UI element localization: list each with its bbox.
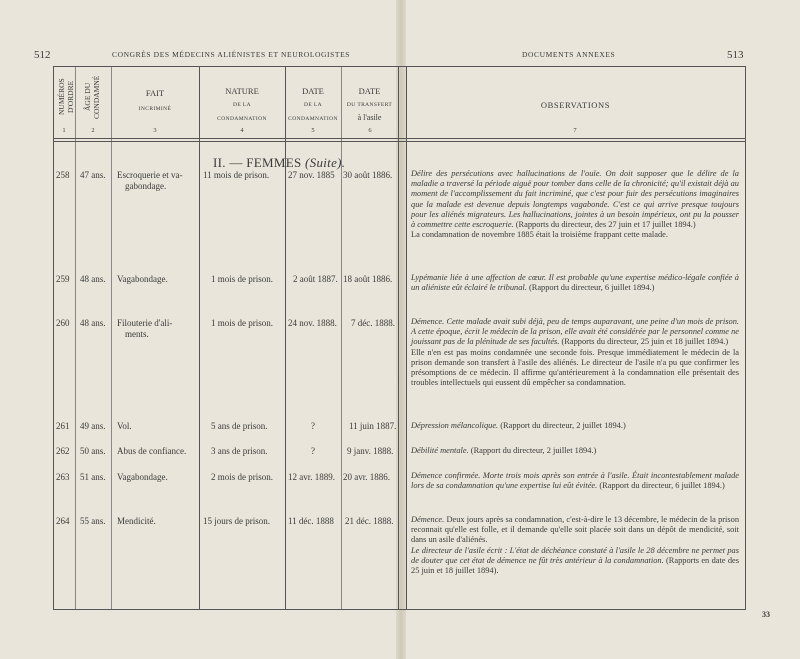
header-fait-sub: INCRIMINÉ (138, 106, 172, 112)
rule (111, 66, 112, 610)
row-age: 48 ans. (80, 318, 106, 328)
obs-extra: La condamnation de novembre 1885 était la troisième frappant cette malade. (411, 230, 668, 240)
header-fait-title: FAIT (145, 88, 165, 98)
obs-roman: Deux jours après sa condamnation, c'est-à-dire le 13 décembre, le médecin de la prison reconnait qu'elle est folle, et il demande qu'elle soit placée soit dans un dépôt de mendicité, soit dans un asile d'aliénés. (411, 515, 740, 545)
rule (75, 66, 76, 610)
row-fait-line: Escroquerie et va- (117, 170, 183, 180)
header-nature-title: NATURE (225, 86, 259, 96)
row-age: 48 ans. (80, 274, 106, 284)
row-observations (411, 515, 739, 576)
row-observations (411, 317, 739, 388)
row-fait: Abus de confiance. (117, 446, 187, 456)
row-fait: Vagabondage. (117, 274, 168, 284)
col-number: 7 (573, 127, 577, 134)
row-age: 47 ans. (80, 170, 106, 180)
row-observations (411, 421, 739, 431)
row-fait-line: gabondage. (125, 180, 167, 191)
row-fait: Vagabondage. (117, 472, 168, 482)
row-nature: 3 ans de prison. (211, 446, 268, 456)
obs-italic: Dépression mélancolique. (411, 421, 499, 430)
obs-extra: (Rapports en date des 25 juin et 18 juillet 1894). (411, 555, 739, 576)
obs-italic: Délire des persécutions avec hallucinations de l'ouïe. On doit supposer que le délire de la maladie a traversé la période aiguë pour tomber dans celle de la chronicité; qu'il existait déjà au moment de l'accomplissement du fait incriminé, que c'est pour fuir des persécutions imaginaires que la malade est devenue depuis longtemps vagabonde. C'est ce qui arrive presque toujours pour les aliénés migrateurs. Les hallucinations, jointes à un besoin impérieux, ont pu la pousser à commettre cette escroquerie. (411, 169, 739, 230)
rule (53, 66, 746, 67)
header-date1-title: DATE (302, 86, 324, 96)
rule (341, 66, 342, 610)
obs-italic: Démence confirmée. Morte trois mois après son entrée à l'asile. Était incontestablement malade lors de sa condamnation qu'une expertise lui eût évitée. (411, 471, 739, 491)
row-age: 51 ans. (80, 472, 106, 482)
row-num: 263 (56, 472, 70, 482)
rule (199, 66, 200, 610)
header-nature (199, 86, 285, 124)
row-date-condamnation: 12 avr. 1889. (288, 472, 335, 482)
header-date2-sub1: DU TRANSFERT (346, 102, 393, 108)
left-page-number: 512 (34, 49, 51, 61)
right-page-number: 513 (727, 49, 744, 61)
row-date-transfert: 18 août 1886. (343, 274, 393, 284)
row-date-transfert: 21 déc. 1888. (345, 516, 394, 526)
row-date-condamnation: 11 déc. 1888 (288, 516, 334, 526)
header-fait (111, 88, 199, 114)
section-title-text: II. — FEMMES (213, 155, 302, 170)
obs-extra-italic: Le directeur de l'asile écrit : L'état de déchéance constaté à l'asile le 28 décembre ne permet pas de douter que cet état de démence ne fût très antérieur à la condamnation. (411, 545, 739, 565)
row-date-condamnation: ? (311, 421, 315, 431)
obs-roman: (Rapport du directeur, 6 juillet 1894.) (528, 283, 655, 293)
row-fait-line: Filouterie d'ali- (117, 318, 173, 328)
col-number: 2 (91, 127, 95, 134)
section-title (213, 155, 345, 171)
rule (53, 66, 54, 610)
col-number: 4 (240, 127, 244, 134)
right-running-head: DOCUMENTS ANNEXES (522, 50, 616, 59)
row-nature: 11 mois de prison. (203, 170, 270, 180)
rule (285, 66, 286, 610)
header-date-transfert (341, 86, 398, 123)
rule (53, 141, 746, 142)
row-num: 264 (56, 516, 70, 526)
row-observations (411, 471, 739, 491)
row-fait: Mendicité. (117, 516, 156, 526)
header-date-condamnation (285, 86, 341, 124)
header-numeros: NUMÉROS D'ORDRE (57, 78, 75, 116)
col-number: 6 (368, 127, 372, 134)
row-num: 259 (56, 274, 70, 284)
header-date1-sub1: DE LA (303, 102, 323, 108)
row-nature: 15 jours de prison. (203, 516, 270, 526)
sheet-signature: 33 (762, 610, 770, 619)
row-nature: 5 ans de prison. (211, 421, 268, 431)
header-date2-title: DATE (358, 86, 381, 96)
rule (406, 66, 407, 610)
row-observations (411, 169, 739, 240)
col-number: 1 (62, 127, 66, 134)
row-fait: Vol. (117, 421, 132, 431)
row-date-condamnation: 2 août 1887. (293, 274, 338, 284)
obs-italic: Démence. (411, 515, 445, 524)
header-date1-sub2: CONDAMNATION (288, 116, 338, 122)
row-fait (117, 170, 182, 191)
row-age: 49 ans. (80, 421, 106, 431)
register-table (53, 66, 746, 610)
left-running-head: CONGRÈS DES MÉDECINS ALIÉNISTES ET NEUROLOGISTES (112, 50, 351, 59)
header-nature-sub1: DE LA (232, 102, 252, 108)
obs-italic: Débilité mentale. (411, 446, 469, 455)
obs-italic: Démence. Cette malade avait subi déjà, peu de temps auparavant, une peine d'un mois de prison. A cette époque, écrit le médecin de la prison, elle avait été considérée par le personnel comme ne jouissant pas de la plénitude de ses facultés. (411, 317, 739, 347)
row-date-transfert: 9 janv. 1888. (347, 446, 394, 456)
row-date-condamnation: 24 nov. 1888. (288, 318, 337, 328)
obs-extra: Elle n'en est pas moins condamnée une seconde fois. Presque immédiatement le médecin de la prison demande son transfert à l'asile des aliénés. Le directeur de l'asile n'a pu que confirmer les présomptions de ce médecin. Il affirme qu'antérieurement à la condamnation elle présentait des troubles intellectuels qui eussent dû empêcher sa condamnation. (411, 347, 739, 388)
row-nature: 1 mois de prison. (211, 274, 273, 284)
col-number: 5 (311, 127, 315, 134)
row-nature: 2 mois de prison. (211, 472, 273, 482)
header-date2-sub2: à l'asile (357, 113, 382, 122)
row-date-condamnation: 27 nov. 1885 (288, 170, 335, 180)
obs-roman: (Rapports du directeur, 25 juin et 18 juillet 1894.) (561, 337, 729, 347)
row-num: 261 (56, 421, 70, 431)
obs-roman: (Rapport du directeur, 2 juillet 1894.) (470, 446, 597, 455)
rule (745, 66, 746, 610)
row-fait (117, 318, 172, 339)
header-age: ÂGE DU CONDAMNÉ (83, 75, 101, 119)
rule (53, 609, 746, 610)
row-date-transfert: 7 déc. 1888. (351, 318, 395, 328)
row-age: 55 ans. (80, 516, 106, 526)
rule (53, 138, 746, 139)
row-num: 260 (56, 318, 70, 328)
row-fait-line: ments. (125, 328, 149, 339)
row-observations (411, 273, 739, 293)
row-date-transfert: 11 juin 1887. (349, 421, 397, 431)
header-nature-sub2: CONDAMNATION (217, 116, 267, 122)
row-date-condamnation: ? (311, 446, 315, 456)
row-date-transfert: 20 avr. 1886. (343, 472, 390, 482)
obs-roman: (Rapports du directeur, des 27 juin et 17 juillet 1894.) (515, 220, 696, 230)
section-suite: (Suite). (305, 155, 346, 170)
row-num: 258 (56, 170, 70, 180)
row-age: 50 ans. (80, 446, 106, 456)
obs-roman: (Rapport du directeur, 2 juillet 1894.) (500, 421, 626, 430)
row-observations (411, 446, 739, 456)
row-num: 262 (56, 446, 70, 456)
obs-roman: (Rapport du directeur, 6 juillet 1894.) (599, 481, 725, 491)
rule (398, 66, 399, 610)
header-observations: OBSERVATIONS (540, 100, 611, 110)
col-number: 3 (153, 127, 157, 134)
obs-italic: Lypémanie liée à une affection de cœur. Il est probable qu'une expertise médico-légale confiée à un aliéniste eût éclairé le tribunal. (411, 273, 739, 293)
row-date-transfert: 30 août 1886. (343, 170, 393, 180)
row-nature: 1 mois de prison. (211, 318, 273, 328)
